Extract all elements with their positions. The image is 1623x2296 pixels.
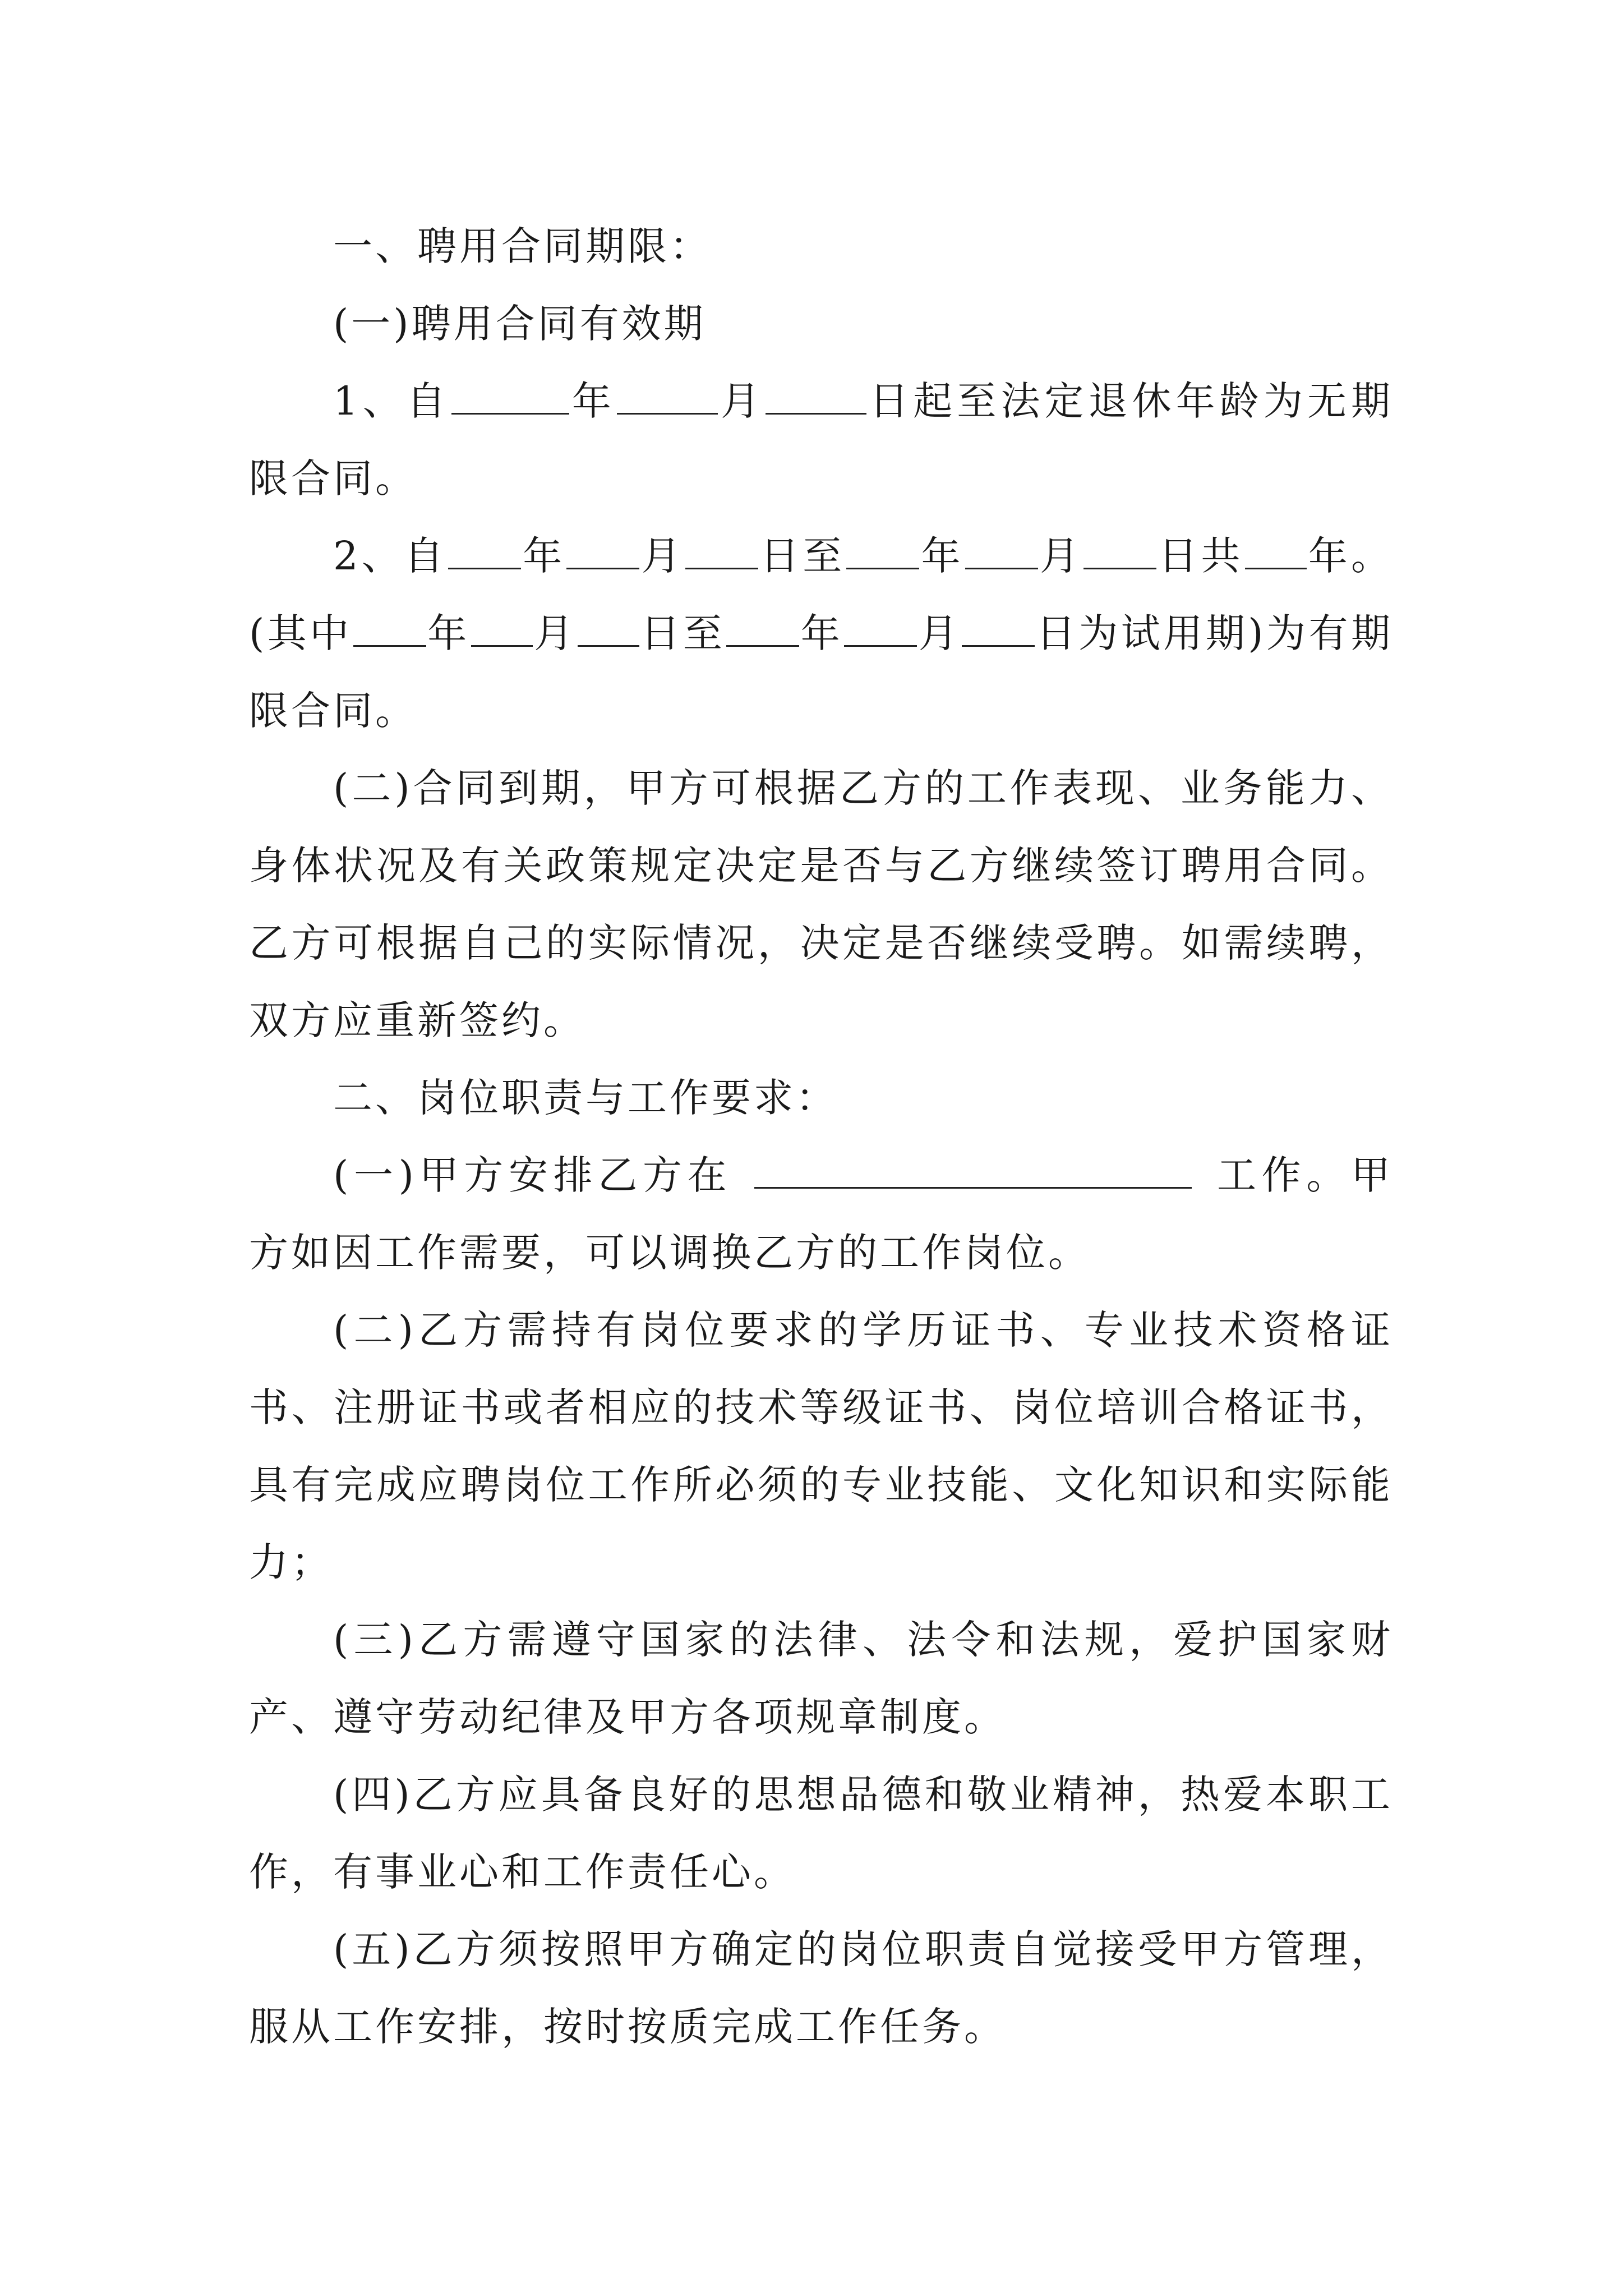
section-heading-duties: 二、岗位职责与工作要求： [333, 1075, 838, 1121]
clause-conduct: (四)乙方应具备良好的思想品德和敬业精神，热爱本职工作，有事业心和工作责任心。 [249, 1772, 1393, 1895]
clause-text: 日起至法定退休年龄为无期限合同。 [249, 378, 1393, 501]
blank-field [471, 610, 533, 647]
clause-qualifications: (二)乙方需持有岗位要求的学历证书、专业技术资格证书、注册证书或者相应的技术等级证书、岗位培训合格证书，具有完成应聘岗位工作所必须的专业技能、文化知识和实际能力； [249, 1307, 1393, 1585]
clause-text: 日至 [759, 533, 846, 579]
clause-text: 工作。甲方如因工作需要，可以调换乙方的工作岗位。 [249, 1152, 1394, 1276]
blank-field [451, 378, 569, 415]
blank-field [1245, 533, 1307, 569]
clause-text: 年 [522, 533, 566, 579]
blank-field [962, 610, 1035, 647]
blank-field [685, 533, 758, 569]
clause-fixed-term [249, 517, 1393, 749]
clause-text: 月 [640, 533, 684, 579]
clause-text: 日共 [1158, 533, 1244, 579]
clause-compliance: (三)乙方需遵守国家的法律、法令和法规，爱护国家财产、遵守劳动纪律及甲方各项规章制度。 [249, 1617, 1393, 1740]
blank-field [766, 378, 866, 415]
clause-text: 2、自 [333, 533, 448, 579]
blank-field [726, 610, 799, 647]
blank-field [448, 533, 521, 569]
blank-field [1083, 533, 1156, 569]
clause-text: 月 [533, 610, 577, 656]
clause-text: 日为试用期)为有期限合同。 [249, 610, 1394, 734]
document-body [249, 208, 1393, 2065]
blank-field [844, 610, 917, 647]
blank-field [578, 610, 639, 647]
clause-text: 年 [800, 610, 843, 656]
subsection-renewal: (二)合同到期，甲方可根据乙方的工作表现、业务能力、身体状况及有关政策规定决定是否与乙方继续签订聘用合同。乙方可根据自己的实际情况，决定是否继续受聘。如需续聘，双方应重新签约。 [249, 765, 1393, 1043]
clause-text: 1、自 [333, 378, 450, 424]
clause-open-ended [249, 362, 1393, 517]
clause-text: 月 [1039, 533, 1083, 579]
clause-management: (五)乙方须按照甲方确定的岗位职责自觉接受甲方管理，服从工作安排，按时按质完成工作任务。 [249, 1926, 1393, 2050]
clause-text: 年 [920, 533, 964, 579]
clause-text: 月 [918, 610, 961, 656]
clause-text: 月 [718, 378, 765, 424]
clause-text: 年 [427, 610, 470, 656]
clause-text: 日至 [640, 610, 726, 656]
section-heading-term: 一、聘用合同期限： [333, 223, 712, 269]
clause-text: 年。(其中 [249, 533, 1394, 656]
blank-field [965, 533, 1038, 569]
clause-text: 年 [570, 378, 616, 424]
blank-field-position [754, 1152, 1192, 1189]
blank-field [617, 378, 718, 415]
clause-assignment [249, 1137, 1393, 1291]
blank-field [566, 533, 639, 569]
blank-field [846, 533, 919, 569]
clause-text: (一)甲方安排乙方在 [333, 1152, 732, 1198]
subsection-validity: (一)聘用合同有效期 [333, 301, 706, 347]
blank-field [353, 610, 426, 647]
